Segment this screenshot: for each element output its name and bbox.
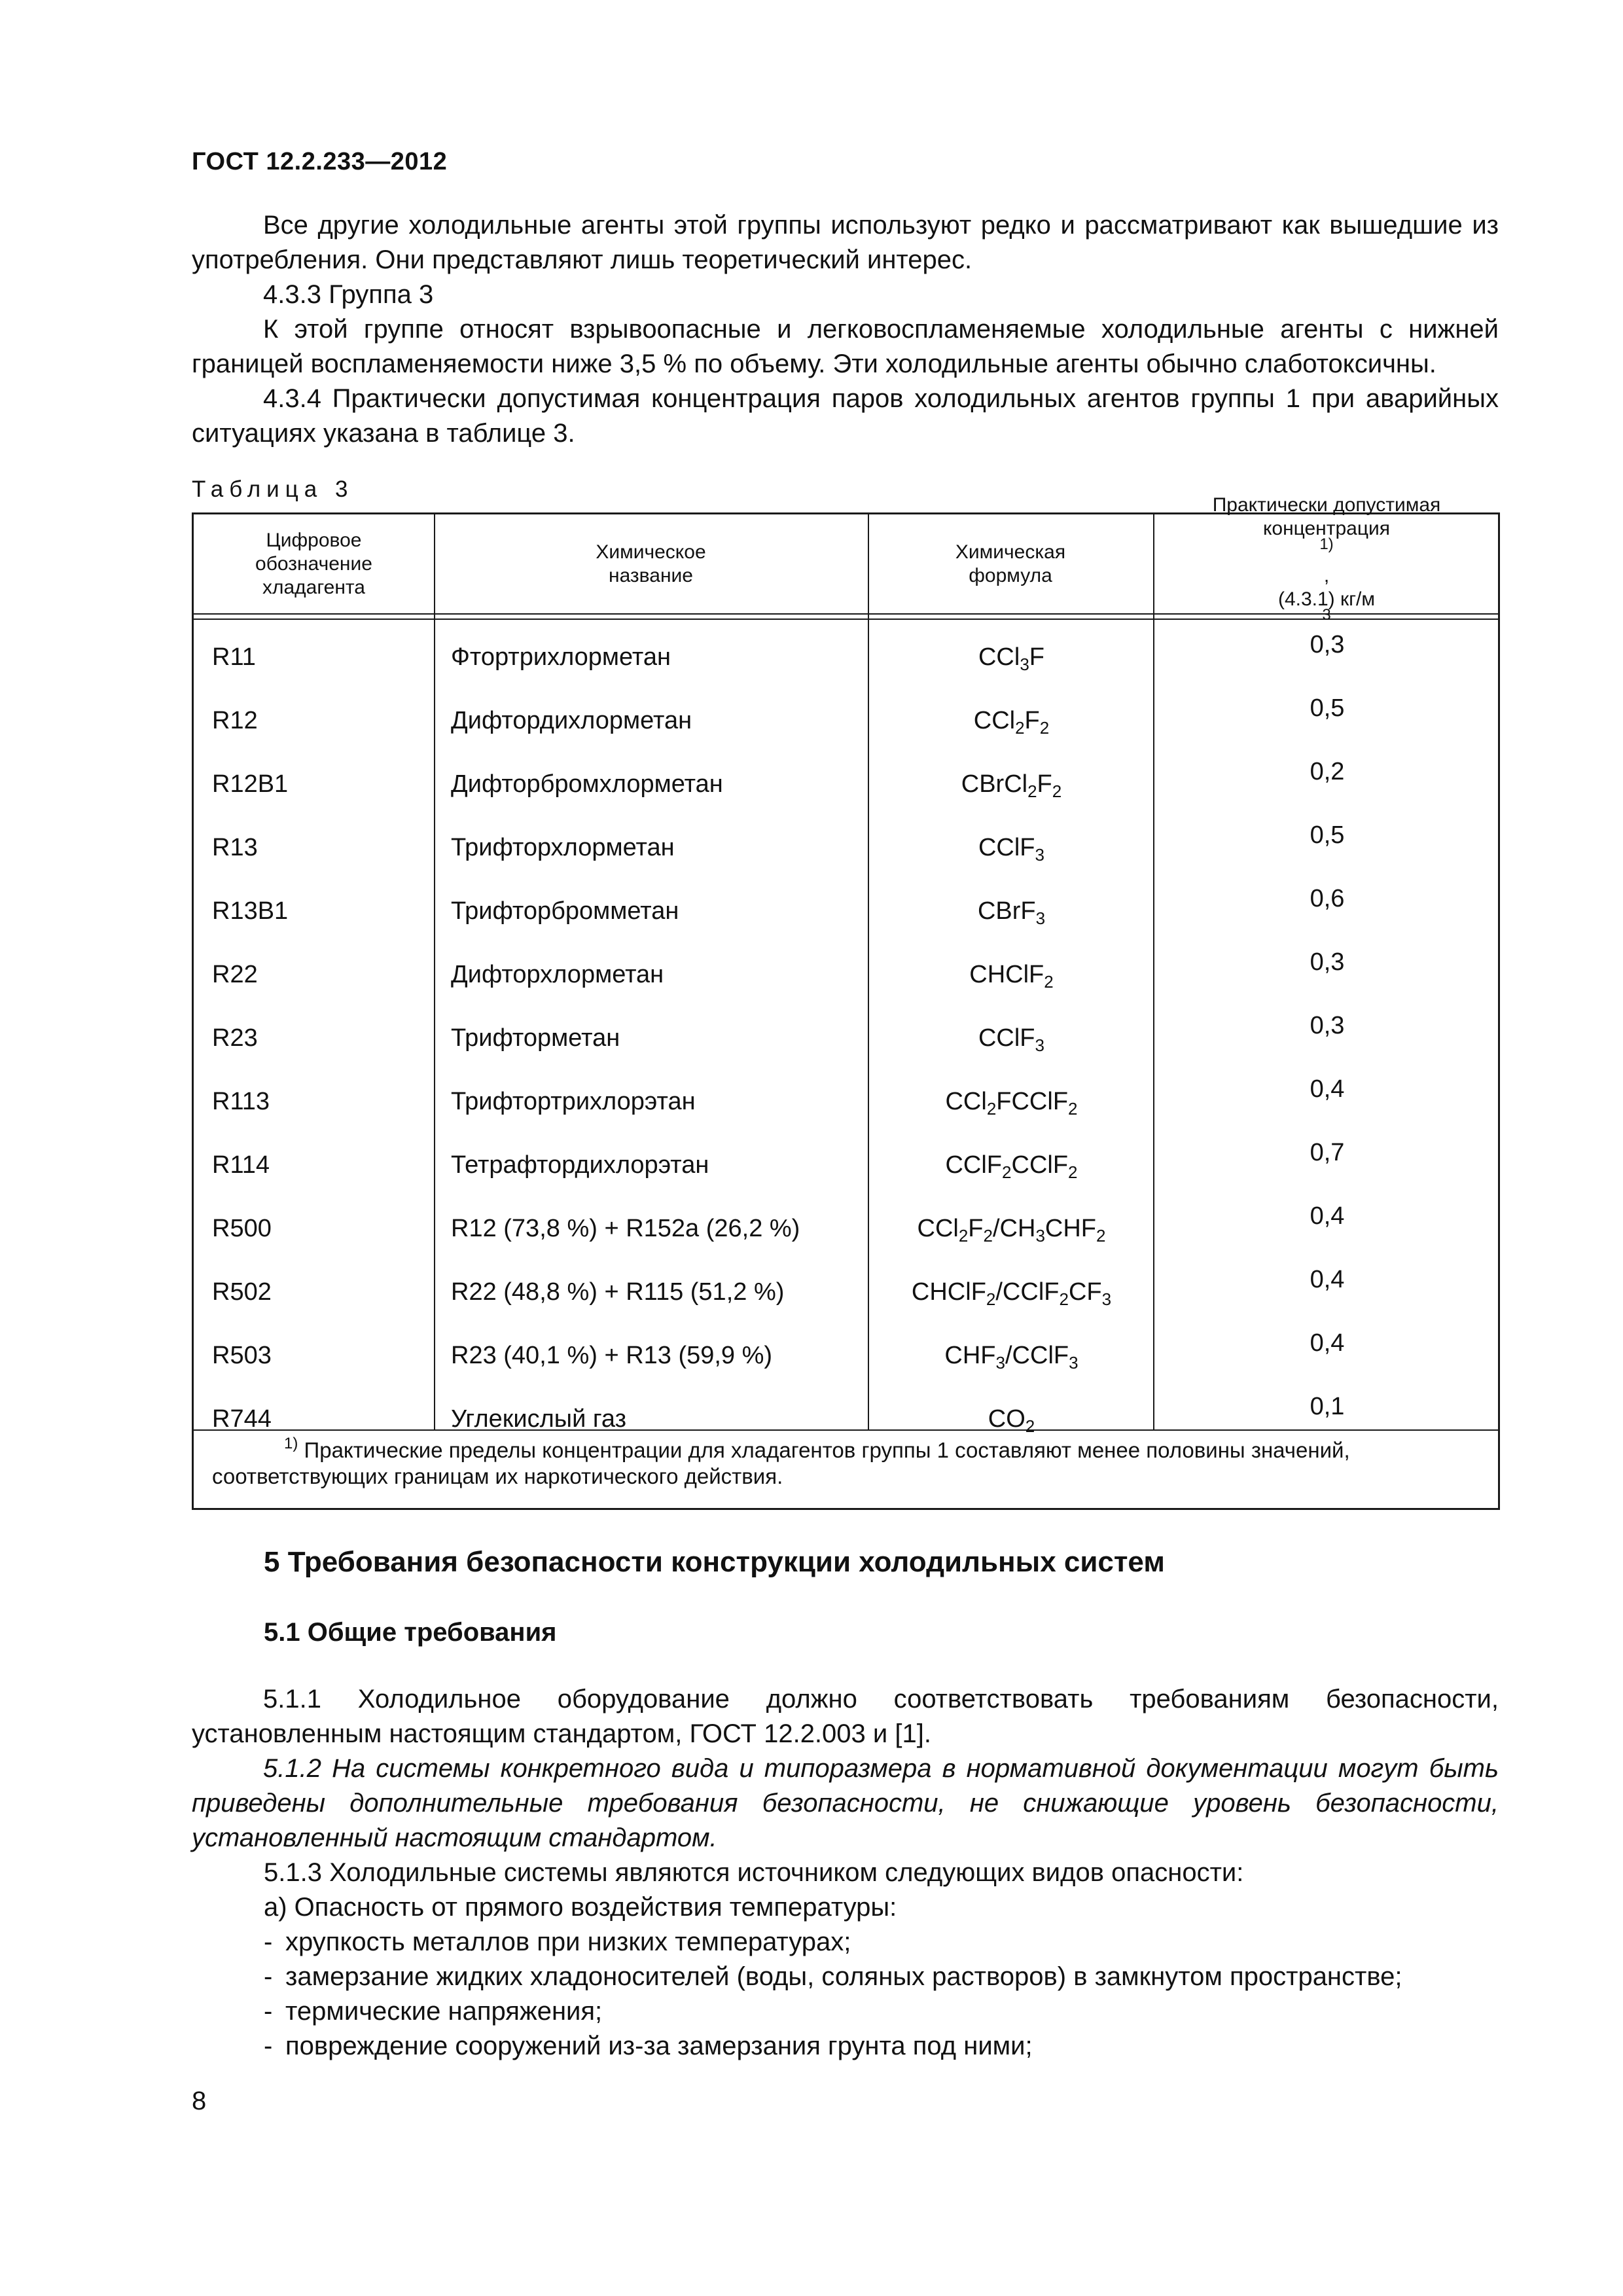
- intro-paragraph-1: [192, 208, 1499, 278]
- table-row: [194, 1324, 1498, 1388]
- intro-paragraph-2: [192, 278, 1499, 312]
- cell-code: [212, 753, 288, 816]
- cell-concentration-text: 0,4: [1310, 1202, 1345, 1230]
- section-5-heading: 5 Требования безопасности конструкции холодильных систем: [264, 1546, 1165, 1578]
- cell-code: [212, 1324, 272, 1388]
- cell-name: [451, 1070, 696, 1134]
- cell-code-text: R500: [212, 1215, 272, 1242]
- cell-name-text: R12 (73,8 %) + R152a (26,2 %): [451, 1215, 800, 1242]
- list-item-a: а) Опасность от прямого воздействия температуры:: [264, 1893, 897, 1922]
- cell-formula-text: CClF$_3$: [978, 834, 1044, 865]
- cell-name-text: Трифторхлорметан: [451, 834, 675, 861]
- cell-concentration: [1154, 1197, 1501, 1261]
- cell-concentration: [1154, 1007, 1501, 1070]
- cell-formula-text: CBrF$_3$: [977, 897, 1046, 928]
- table-caption: Таблица 3: [192, 476, 354, 502]
- table-row: [194, 880, 1498, 943]
- cell-formula-text: $CHF_3/CClF_3$: [944, 1342, 1079, 1372]
- section-5-1-heading: 5.1 Общие требования: [264, 1618, 557, 1647]
- dash-bullet: -: [264, 1962, 273, 1991]
- cell-name-text: Углекислый газ: [451, 1405, 627, 1433]
- cell-formula: [869, 626, 1154, 689]
- cell-code: [212, 1134, 270, 1197]
- cell-formula-text: $CHClF_2/CClF_2CF_3$: [911, 1278, 1112, 1309]
- page-number: 8: [192, 2087, 207, 2115]
- cell-name: [451, 816, 675, 880]
- cell-code: [212, 1197, 272, 1261]
- cell-name: [451, 1261, 784, 1324]
- paragraph-5-1-3: 5.1.3 Холодильные системы являются источником следующих видов опасности:: [264, 1858, 1244, 1887]
- cell-concentration-text: 0,1: [1310, 1393, 1345, 1420]
- table-footnote: [212, 1437, 1485, 1490]
- paragraph-5-1-1-text: 5.1.1 Холодильное оборудование должно соответствовать требованиям безопасности, установленным настоящим стандартом, ГОСТ 12.2.003 и [1].: [192, 1685, 1499, 1748]
- cell-formula-text: CCl$_3$F: [978, 643, 1044, 674]
- header-conc-footnote-mark: 1): [1319, 535, 1334, 553]
- intro-paragraph-4-text: 4.3.4 Практически допустимая концентрация паров холодильных агентов группы 1 при аварийных ситуациях указана в таблице 3.: [192, 384, 1499, 448]
- header-formula-line: Химическая: [955, 541, 1066, 563]
- cell-formula: [869, 1070, 1154, 1134]
- cell-concentration-text: 0,2: [1310, 758, 1345, 785]
- cell-code-text: R503: [212, 1342, 272, 1369]
- cell-formula: [869, 689, 1154, 753]
- cell-concentration: [1154, 816, 1501, 880]
- cell-name: [451, 626, 671, 689]
- document-header-title: ГОСТ 12.2.233—2012: [192, 148, 448, 175]
- cell-name-text: Дифторхлорметан: [451, 961, 664, 988]
- cell-code-text: R12: [212, 707, 258, 734]
- cell-concentration-text: 0,7: [1310, 1139, 1345, 1166]
- cell-formula-text: CHClF$_2$: [969, 961, 1054, 992]
- header-conc-text: концентрация: [1262, 518, 1391, 539]
- cell-concentration-text: 0,3: [1310, 631, 1345, 658]
- cell-formula: [869, 1007, 1154, 1070]
- header-conc-line: Практически допустимая: [1212, 494, 1441, 516]
- cell-name-text: Дифтордихлорметан: [451, 707, 692, 734]
- footnote-mark: 1): [284, 1435, 298, 1452]
- cell-code-text: R744: [212, 1405, 272, 1433]
- cell-formula-text: $CO_2$: [988, 1405, 1035, 1436]
- header-conc-line: [1213, 517, 1441, 588]
- dash-bullet: -: [264, 1928, 273, 1956]
- header-name-line: название: [609, 565, 693, 586]
- cell-formula-text: CCl$_2$FCClF$_2$: [945, 1088, 1078, 1119]
- cell-concentration: [1154, 689, 1501, 753]
- paragraph-5-1-2-text: 5.1.2 На системы конкретного вида и типоразмера в нормативной документации могут быть приведены дополнительные требования безопасности, не снижающие уровень безопасности, установленный настоящим стандартом.: [192, 1754, 1499, 1852]
- dash-list-item: [264, 1960, 1402, 1994]
- cell-formula: [869, 1197, 1154, 1261]
- table-row: [194, 753, 1498, 816]
- paragraph-5-1-2: [192, 1751, 1499, 1856]
- table-row: [194, 1070, 1498, 1134]
- cell-name-text: R22 (48,8 %) + R115 (51,2 %): [451, 1278, 785, 1306]
- cell-concentration: [1154, 943, 1501, 1007]
- cell-name: [451, 943, 664, 1007]
- intro-paragraph-1-text: Все другие холодильные агенты этой группы используют редко и рассматривают как вышедшие из употребления. Они представляют лишь теоретический интерес.: [192, 211, 1499, 274]
- cell-formula: [869, 816, 1154, 880]
- cell-name-text: Дифторбромхлорметан: [451, 770, 723, 798]
- cell-concentration: [1154, 753, 1501, 816]
- cell-concentration: [1154, 1324, 1501, 1388]
- cell-code: [212, 626, 256, 689]
- header-formula-line: формула: [969, 565, 1052, 586]
- intro-paragraph-2-text: 4.3.3 Группа 3: [263, 280, 434, 309]
- header-name-line: Химическое: [596, 541, 706, 563]
- header-conc-comma: ,: [1323, 565, 1330, 586]
- dash-item-text: хрупкость металлов при низких температурах;: [285, 1928, 851, 1956]
- header-code: [194, 514, 434, 614]
- table-row: [194, 1261, 1498, 1324]
- cell-name: [451, 880, 679, 943]
- cell-concentration-text: 0,3: [1310, 948, 1345, 976]
- dash-bullet: -: [264, 1997, 273, 2026]
- footnote-text: Практические пределы концентрации для хладагентов группы 1 составляют менее половины значений, соответствующих границам их наркотического действия.: [212, 1438, 1350, 1488]
- intro-paragraph-3-text: К этой группе относят взрывоопасные и легковоспламеняемые холодильные агенты с нижней границей воспламеняемости ниже 3,5 % по объему. Эти холодильные агенты обычно слаботоксичны.: [192, 315, 1499, 378]
- cell-name: [451, 689, 692, 753]
- cell-code-text: R13: [212, 834, 258, 861]
- cell-code-text: R12B1: [212, 770, 289, 798]
- header-conc-unit-power: 3: [1322, 606, 1331, 624]
- cell-code: [212, 1070, 270, 1134]
- dash-item-text: замерзание жидких хладоносителей (воды, соляных растворов) в замкнутом пространстве;: [285, 1962, 1402, 1991]
- cell-code-text: R502: [212, 1278, 272, 1306]
- cell-formula-text: $CCl_2F_2$: [973, 707, 1050, 738]
- cell-name: [451, 1134, 709, 1197]
- table-row: [194, 1134, 1498, 1197]
- cell-concentration-text: 0,4: [1310, 1266, 1345, 1293]
- cell-name: [451, 1324, 772, 1388]
- intro-paragraph-3: [192, 312, 1499, 382]
- header-formula: [868, 514, 1153, 614]
- cell-code: [212, 943, 258, 1007]
- cell-code: [212, 1261, 272, 1324]
- header-name: [434, 514, 868, 614]
- table-row: [194, 689, 1498, 753]
- cell-code: [212, 880, 288, 943]
- header-concentration: [1153, 494, 1500, 624]
- cell-formula-text: CClF$_3$: [978, 1024, 1044, 1055]
- header-code-line: хладагента: [262, 577, 365, 598]
- cell-code: [212, 689, 258, 753]
- dash-bullet: -: [264, 2032, 273, 2060]
- cell-concentration-text: 0,5: [1310, 694, 1345, 722]
- cell-concentration: [1154, 1070, 1501, 1134]
- dash-list-item: [264, 1925, 851, 1960]
- cell-concentration: [1154, 1261, 1501, 1324]
- cell-name: [451, 753, 723, 816]
- cell-name-text: Трифтортрихлорэтан: [451, 1088, 696, 1115]
- paragraph-5-1-1: [192, 1682, 1499, 1751]
- cell-formula: [869, 753, 1154, 816]
- cell-formula: [869, 1324, 1154, 1388]
- cell-concentration-text: 0,4: [1310, 1329, 1345, 1357]
- cell-concentration-text: 0,4: [1310, 1075, 1345, 1103]
- cell-code-text: R22: [212, 961, 258, 988]
- dash-list-item: [264, 1994, 602, 2029]
- cell-formula-text: $CCl_2F_2/CH_3CHF_2$: [917, 1215, 1106, 1246]
- cell-formula-text: CClF$_2$CClF$_2$: [945, 1151, 1078, 1182]
- cell-formula: [869, 1134, 1154, 1197]
- cell-code: [212, 1007, 258, 1070]
- header-conc-unit: (4.3.1) кг/м: [1277, 588, 1376, 610]
- cell-concentration: [1154, 626, 1501, 689]
- cell-code-text: R11: [212, 643, 256, 671]
- cell-concentration-text: 0,6: [1310, 885, 1345, 912]
- cell-concentration-text: 0,5: [1310, 821, 1345, 849]
- cell-code-text: R113: [212, 1088, 270, 1115]
- cell-formula: [869, 1261, 1154, 1324]
- table-row: [194, 626, 1498, 689]
- cell-code: [212, 816, 258, 880]
- cell-name-text: Трифторбромметан: [451, 897, 679, 925]
- cell-name: [451, 1007, 620, 1070]
- cell-concentration-text: 0,3: [1310, 1012, 1345, 1039]
- cell-formula: [869, 943, 1154, 1007]
- table-row: [194, 816, 1498, 880]
- table-row: [194, 1197, 1498, 1261]
- cell-formula-text: $CBrCl_2F_2$: [961, 770, 1062, 801]
- refrigerant-table: [192, 494, 1500, 1510]
- cell-code-text: R23: [212, 1024, 258, 1052]
- table-row: [194, 1007, 1498, 1070]
- header-code-line: обозначение: [255, 553, 372, 575]
- cell-name-text: Фтортрихлорметан: [451, 643, 671, 671]
- cell-name-text: R23 (40,1 %) + R13 (59,9 %): [451, 1342, 773, 1369]
- cell-name-text: Тетрафтордихлорэтан: [451, 1151, 709, 1179]
- cell-formula: [869, 880, 1154, 943]
- cell-concentration: [1154, 1134, 1501, 1197]
- table-row: [194, 943, 1498, 1007]
- dash-item-text: повреждение сооружений из-за замерзания грунта под ними;: [285, 2032, 1033, 2060]
- dash-item-text: термические напряжения;: [285, 1997, 603, 2026]
- intro-paragraph-4: [192, 382, 1499, 451]
- header-code-line: Цифровое: [266, 529, 362, 551]
- cell-code-text: R13B1: [212, 897, 289, 925]
- cell-name: [451, 1197, 800, 1261]
- cell-code-text: R114: [212, 1151, 270, 1179]
- cell-name-text: Трифторметан: [451, 1024, 620, 1052]
- cell-concentration: [1154, 880, 1501, 943]
- dash-list-item: [264, 2029, 1033, 2064]
